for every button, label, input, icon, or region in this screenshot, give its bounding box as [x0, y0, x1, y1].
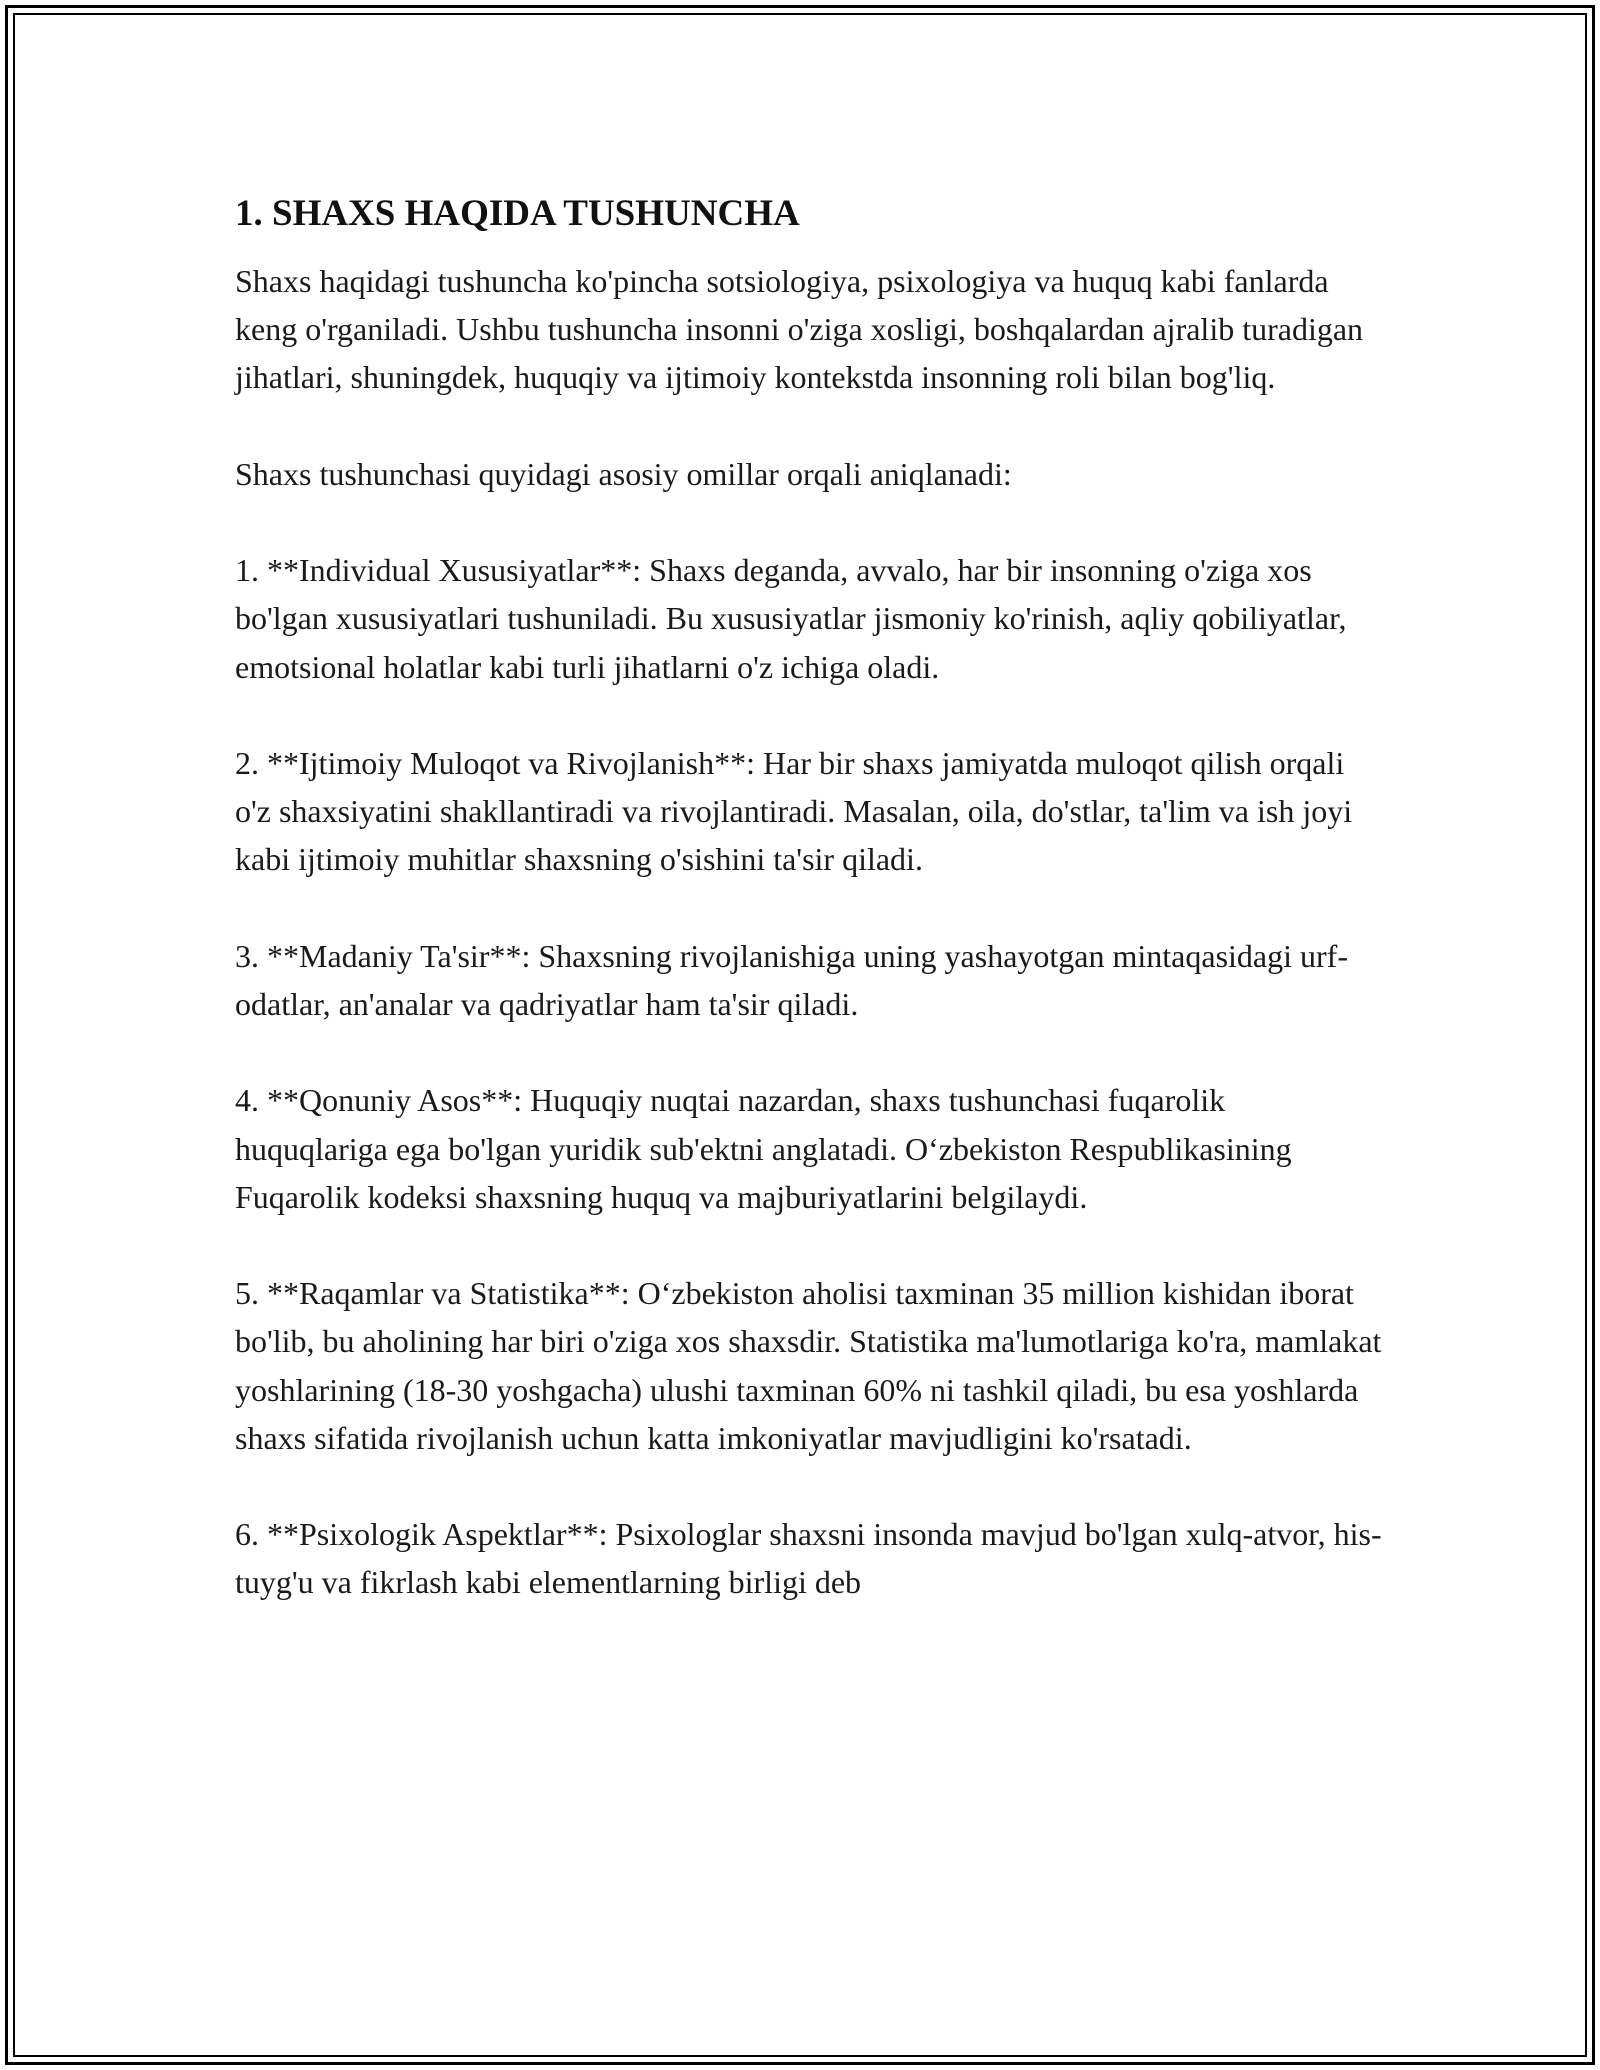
paragraph-item-2: 2. **Ijtimoiy Muloqot va Rivojlanish**: Har bir shaxs jamiyatda muloqot qilish orqali o'z shaxsiyatini shakllantiradi va rivojlantiradi. Masalan, oila, do'stlar, ta'lim va ish joyi kabi ijtimoiy muhitlar shaxsning o'sishini ta'sir qiladi.	[235, 744, 1353, 878]
paragraph-item-1: 1. **Individual Xususiyatlar**: Shaxs deganda, avvalo, har bir insonning o'ziga xos bo'lgan xususiyatlari tushuniladi. Bu xususiyatlar jismoniy ko'rinish, aqliy qobiliyatlar, emotsional holatlar kabi turli jihatlarni o'z ichiga oladi.	[235, 552, 1347, 685]
paragraph-item-4: 4. **Qonuniy Asos**: Huquqiy nuqtai nazardan, shaxs tushunchasi fuqarolik huquqlariga ega bo'lgan yuridik sub'ektni anglatadi. O‘zbekiston Respublikasining Fuqarolik kodeksi shaxsning huquq va majburiyatlarini belgilaydi.	[235, 1082, 1292, 1215]
paragraph-intro: Shaxs haqidagi tushuncha ko'pincha sotsiologiya, psixologiya va huquq kabi fanlarda keng o'rganiladi. Ushbu tushuncha insonni o'ziga xosligi, boshqalardan ajralib turadigan jihatlari, shuningdek, huquqiy va ijtimoiy kontekstda insonning roli bilan bog'liq.	[235, 263, 1364, 396]
document-title: 1. SHAXS HAQIDA TUSHUNCHA	[235, 193, 800, 234]
paragraph-item-6: 6. **Psixologik Aspektlar**: Psixologlar shaxsni insonda mavjud bo'lgan xulq-atvor, his-tuyg'u va fikrlash kabi elementlarning birligi deb	[235, 1516, 1382, 1601]
paragraph-factors-lead: Shaxs tushunchasi quyidagi asosiy omillar orqali aniqlanadi:	[235, 455, 1012, 492]
paragraph-item-5: 5. **Raqamlar va Statistika**: O‘zbekiston aholisi taxminan 35 million kishidan iborat bo'lib, bu aholining har biri o'ziga xos shaxsdir. Statistika ma'lumotlariga ko'ra, mamlakat yoshlarining (18-30 yoshgacha) ulushi taxminan 60% ni tashkil qiladi, bu esa yoshlarda shaxs sifatida rivojlanish uchun katta imkoniyatlar mavjudligini ko'rsatadi.	[235, 1275, 1382, 1456]
document-body	[235, 190, 1385, 1655]
paragraph-item-3: 3. **Madaniy Ta'sir**: Shaxsning rivojlanishiga uning yashayotgan mintaqasidagi urf-odatlar, an'analar va qadriyatlar ham ta'sir qiladi.	[235, 937, 1348, 1022]
